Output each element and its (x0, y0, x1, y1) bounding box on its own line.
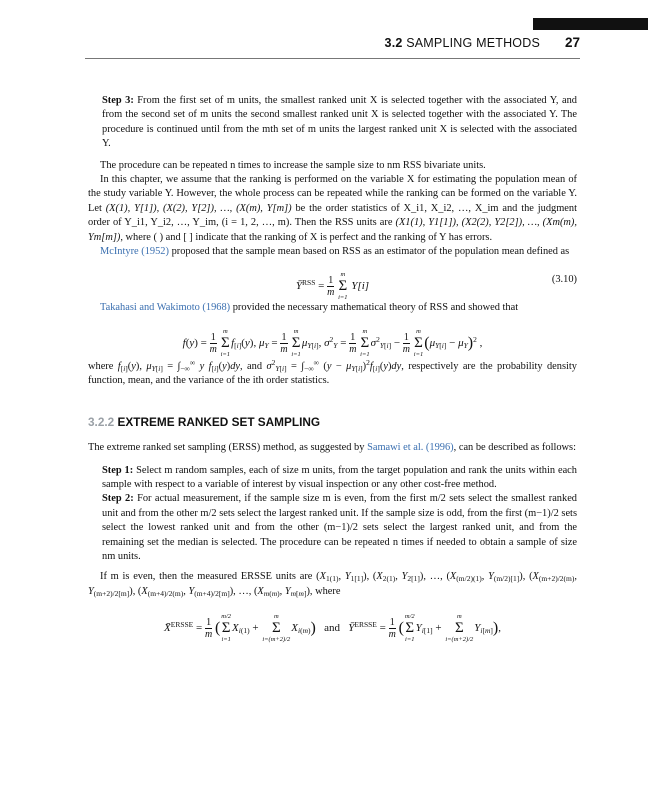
erss-x-superscript: ERSSE (170, 620, 194, 630)
paragraph-erss-even: If m is even, then the measured ERSSE units are ($X_{1(1)}$, $Y_{1[1]}$), ($X_{2(1)}$, $Y_{2[1]}$), …, ($X_{(m/2)(1)}$, $Y_{(m/2)[1]}$), ($X_{(m+2)/2(m)}$, $Y_{(m+2)/2[m]}$), ($X_{(m+4)/2(m)}$, $Y_{(m+4)/2[m]}$), …, ($X_{m(m)}$, $Y_{m[m]}$), where (88, 571, 577, 598)
equation-erss-means (88, 603, 577, 643)
equation-number: (3.10) (551, 274, 577, 286)
erss-y-superscript: ERSSE (354, 620, 377, 630)
citation-samawi[interactable]: Samawi et al. (1996) (367, 442, 454, 454)
erss-intro-text-b: , can be described as follows: (453, 442, 576, 454)
citation-mcintyre[interactable]: McIntyre (1952) (100, 246, 169, 258)
where-text-a: where (88, 360, 114, 372)
takahasi-text: provided the necessary mathematical theory of RSS and showed that (232, 302, 519, 314)
step-3-label: Step 3: (102, 95, 134, 106)
running-head (385, 36, 540, 50)
erss-intro-text-a: The extreme ranked set sampling (ERSS) method, as suggested by (88, 442, 365, 454)
erss-step-2 (88, 492, 577, 564)
erss-even-text-a: If m is even, then the measured ERSSE units are (100, 571, 313, 583)
step-3 (88, 94, 577, 152)
paragraph-takahasi (88, 301, 577, 315)
page-body (88, 94, 577, 647)
section-number: 3.2 (384, 36, 403, 50)
fraction-1-over-m: $\frac{1}{m}$ (327, 275, 335, 299)
section-heading (88, 415, 577, 429)
ranking-text-a: In this chapter, we assume that the ranking is performed on the variable X for estimating the population mean of the study variable Y. However, the whole process can be repeated while the ranking can be formed on the variable Y. Let (88, 174, 577, 214)
erss-step-1 (88, 464, 577, 493)
summation-symbol: m Σ i=1 (338, 271, 348, 302)
ranking-text-c: , where ( ) and [ ] indicate that the ranking of X is perfect and the ranking of Y has errors. (120, 231, 493, 243)
page-number: 27 (564, 35, 580, 50)
header-bar (533, 18, 648, 30)
rss-estimator-symbol: Ȳ (295, 280, 303, 293)
equation-density-body: f(y) = $\frac{1}{m}$ m Σ i=1 $f_{[i]}(y)$, $\mu_Y$ = $\frac{1}{m}$ m Σ i=1 $\mu_{Y[i]}$, $\sigma^2_Y$ = $\frac{1}{m}$ m Σ i=1 $\sigma^2_{Y[i]}$ − $\frac{1}{m}$ m Σ i=1 $(\mu_{Y[i]} - \mu_Y)^2$ , (182, 327, 483, 358)
citation-takahasi[interactable]: Takahasi and Wakimoto (1968) (100, 302, 231, 314)
erss-step-1-text: Select m random samples, each of size m units, from the target population and rank the units within each sample with respect to a variable of interest by visual inspection or any other cost-free method. (102, 464, 577, 490)
erss-step-2-text: For actual measurement, if the sample size m is even, from the first m/2 sets select the smallest ranked unit and from the other m/2 sets select the largest ranked unit. If the sample size is odd, from the first (m−1)/2 sets select the lowest ranked unit and from the other (m−1)/2 sets select the largest ranked unit, and from the remaining set the median is selected. The procedure can be repeated n times if needed to obtain a sample of size nm units. (102, 493, 578, 562)
equation-3-10 (88, 263, 577, 302)
step-3-text: From the first set of m units, the smallest ranked unit X is selected together with the associated Y, and from the second set of m units the second smallest ranked unit X is selected together with the associated Y. The procedure is continued until from the mth set of m units the largest ranked unit X is selected with the associated Y. (102, 95, 577, 150)
rss-superscript: RSS (302, 278, 316, 288)
paragraph-mcintyre (88, 245, 577, 259)
paragraph-repeat: The procedure can be repeated n times to increase the sample size to nm RSS bivariate units. (100, 159, 486, 171)
rss-unit-pairs: (X1(1), Y1[1]), (X2(2), Y2[2]), …, (Xm(m), Ym[m]) (88, 217, 577, 243)
paragraph-ranking (88, 173, 577, 245)
section-title: SAMPLING METHODS (406, 36, 540, 50)
equation-density-mean-variance (88, 320, 577, 356)
mcintyre-text: proposed that the sample mean based on RSS as an estimator of the population mean defined as (171, 246, 570, 258)
paragraph-where: where $f_{[i]}(y)$, $\mu_{Y[i]} = \int_{-\infty}^\infty$ y $f_{[i]}(y)dy$, and $\sigma^2_{Y[i]} = \int_{-\infty}^\infty$ $(y - \mu_{Y[i]})^2f_{[i]}(y)dy$, respectively are the probability density function, mean, and the variance of the ith order statistics. (88, 357, 578, 387)
erss-step-1-label: Step 1: (102, 464, 134, 476)
header-rule (85, 58, 580, 59)
equation-3-10-body: $Ȳ^{RSS}$ = $\frac{1}{m}$ m Σ i=1 Y[i] (295, 271, 370, 302)
ranked-y-variable: Y[i] (351, 280, 370, 293)
order-statistics-pairs: (X(1), Y[1]), (X(2), Y[2]), …, (X(m), Y[m]) (105, 202, 292, 214)
where-text-b: , respectively are the probability density function, mean, and the variance of the ith order statistics. (88, 360, 578, 387)
paragraph-erss-intro (88, 441, 577, 455)
erss-and: and (324, 622, 340, 635)
erss-step-2-label: Step 2: (102, 493, 134, 505)
erss-even-text-b: , where (309, 585, 341, 597)
section-heading-number: 3.2.2 (88, 414, 115, 429)
equation-erss-body: X̄$^{ERSSE}$ = $\frac{1}{m}$ ( m/2 Σ i=1 $X_{i(1)}$ + m Σ i=(m+2)/2 $X_{i(m)}$) and $Ȳ^{ERSSE}$ = $\frac{1}{m}$ ( m/2 Σ i=1 $Y_{i[1]}$ + m Σ i=(m+2)/2 $Y_{i[m]}$), (164, 613, 501, 644)
ranking-text-b: be the order statistics of X_i1, X_i2, …, X_im and the judgment order of Y_i1, Y_i2, …, Y_im, (i = 1, 2, …, m). Then the RSS units are (88, 202, 577, 229)
section-heading-title: EXTREME RANKED SET SAMPLING (117, 414, 321, 429)
